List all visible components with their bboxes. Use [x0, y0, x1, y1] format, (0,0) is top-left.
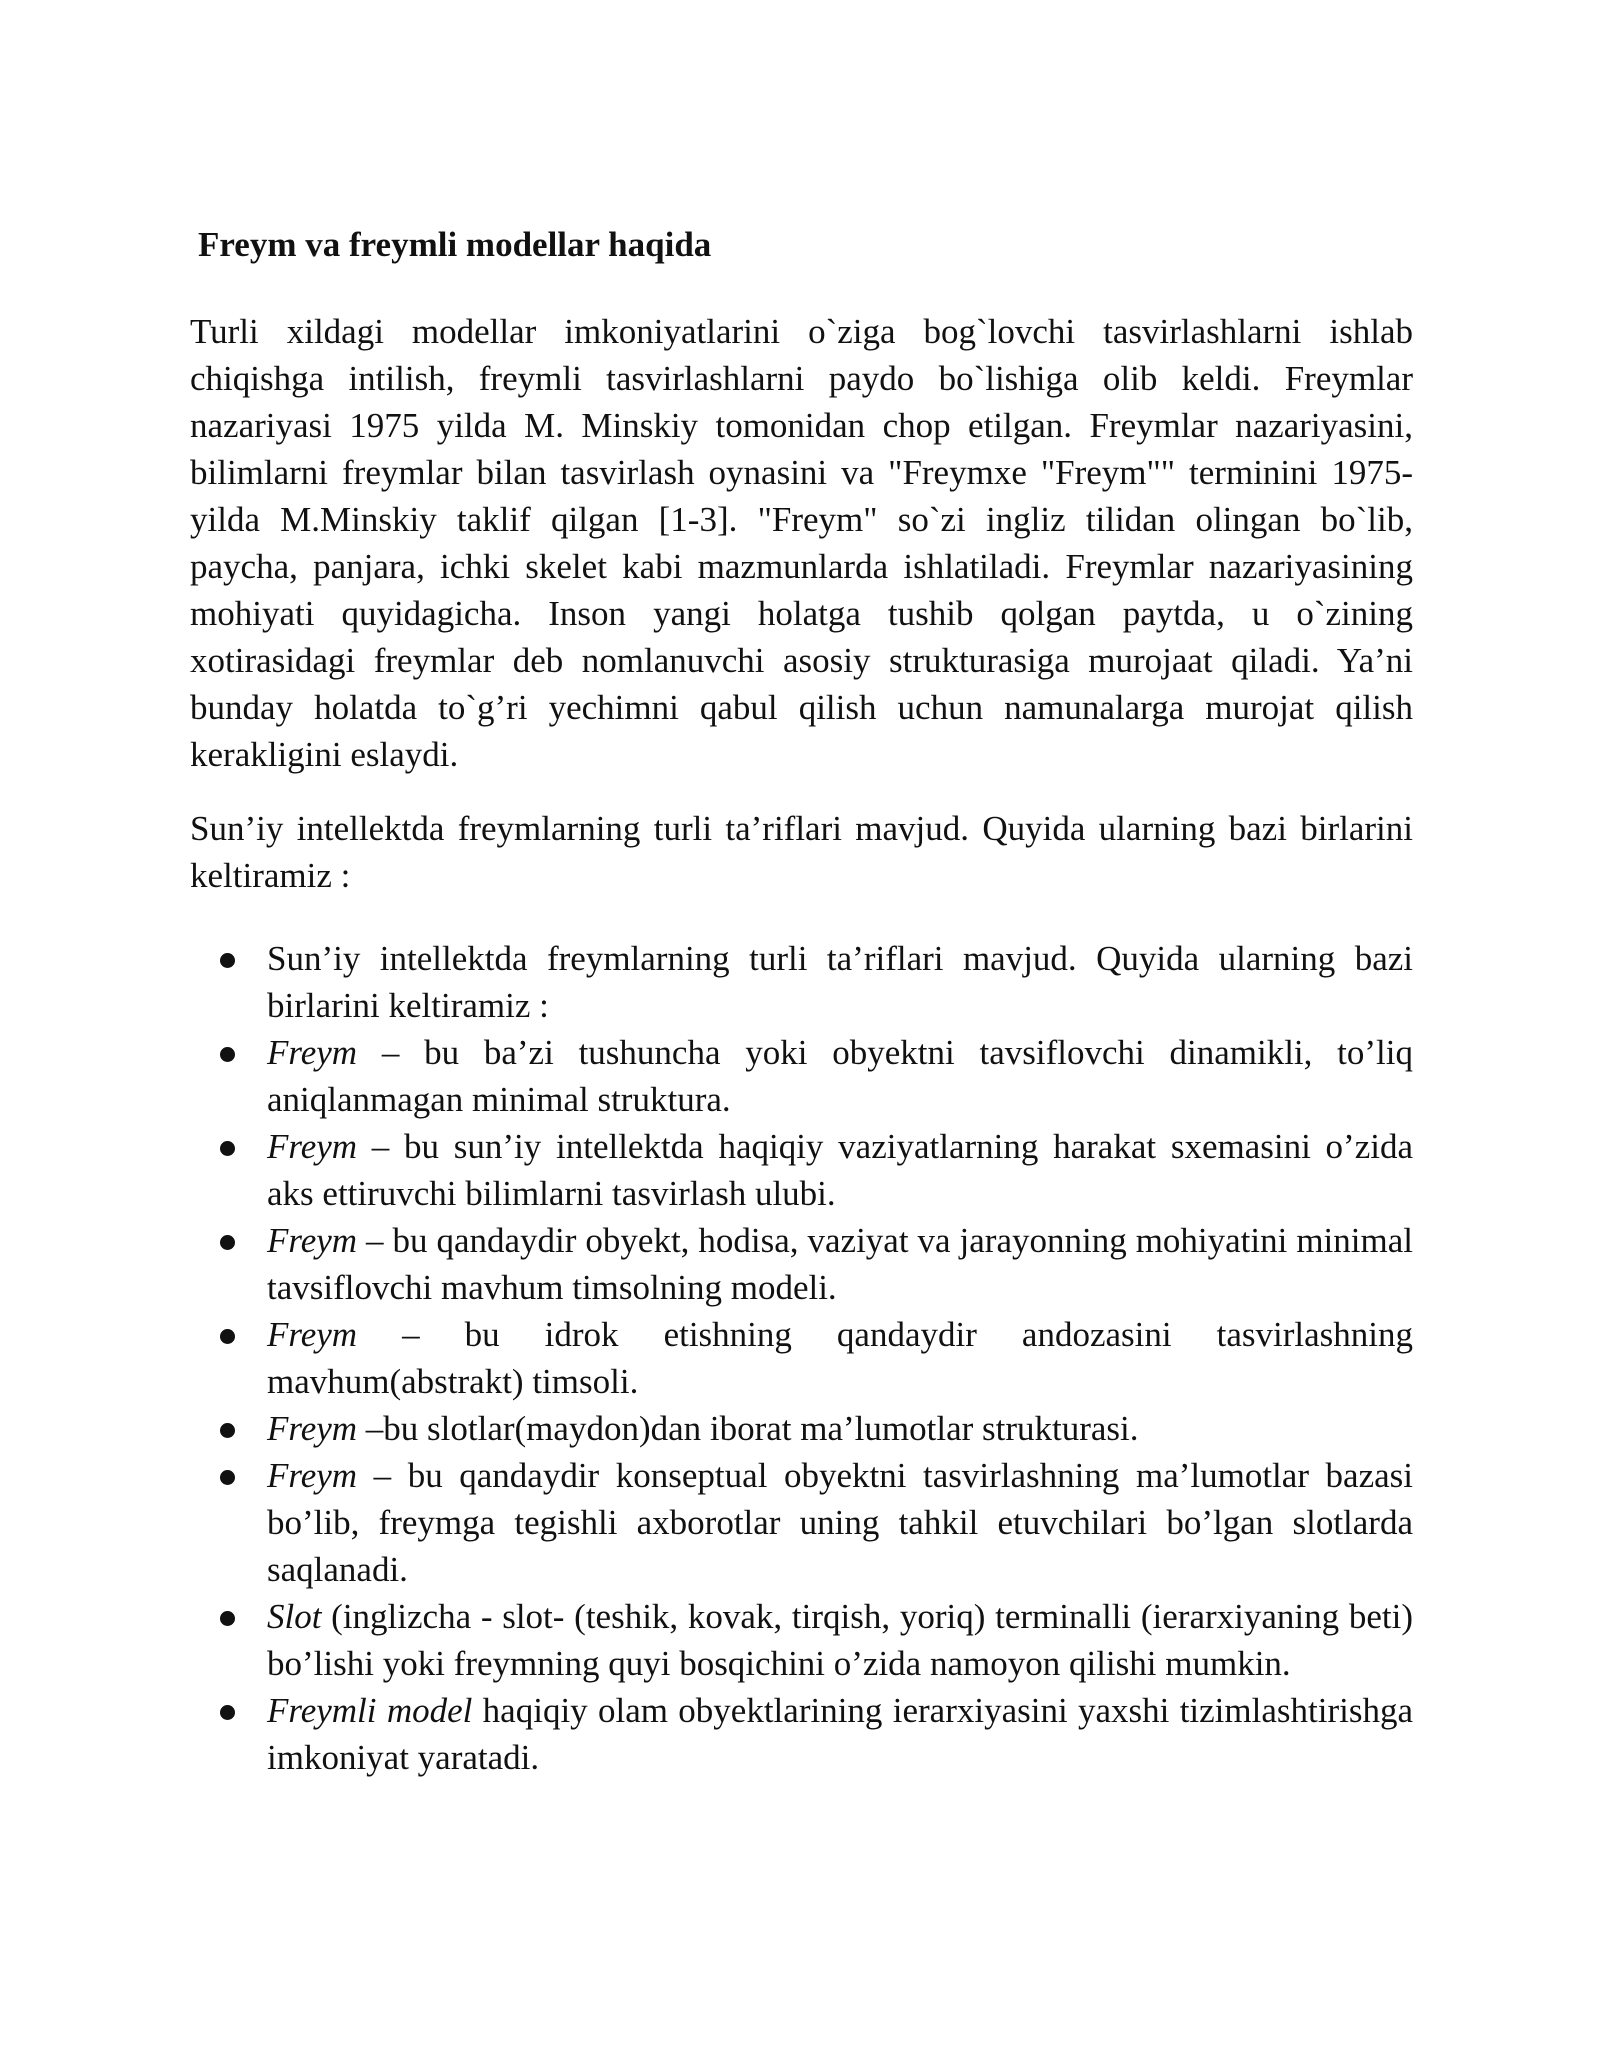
document-title: Freym va freymli modellar haqida	[198, 225, 712, 264]
list-item-text: – bu qandaydir obyekt, hodisa, vaziyat va jarayonning mohiyatini minimal tavsiflovchi mavhum timsolning modeli.	[267, 1221, 1413, 1307]
list-item-text: – bu sun’iy intellektda haqiqiy vaziyatlarning harakat sxemasini o’zida aks ettiruvchi bilimlarni tasvirlash ulubi.	[267, 1127, 1413, 1213]
list-item-term: Freym	[267, 1033, 358, 1072]
paragraph-definitions-lead: Sun’iy intellektda freymlarning turli ta’riflari mavjud. Quyida ularning bazi birlarini keltiramiz :	[190, 809, 1413, 895]
list-item-term: Freym	[267, 1409, 358, 1448]
list-item	[190, 1311, 1413, 1405]
list-item	[190, 1593, 1413, 1687]
list-item	[190, 1123, 1413, 1217]
list-item-text: haqiqiy olam obyektlarining ierarxiyasini yaxshi tizimlashtirishga imkoniyat yaratadi.	[267, 1691, 1413, 1777]
list-item-text: – bu qandaydir konseptual obyektni tasvirlashning ma’lumotlar bazasi bo’lib, freymga tegishli axborotlar uning tahkil etuvchilari bo’lgan slotlarda saqlanadi.	[267, 1456, 1413, 1589]
list-item-text: – bu idrok etishning qandaydir andozasini tasvirlashning mavhum(abstrakt) timsoli.	[267, 1315, 1413, 1401]
list-item-term: Freym	[267, 1127, 358, 1166]
list-item-term: Freym	[267, 1456, 358, 1495]
list-item	[190, 1029, 1413, 1123]
bullet-dot-icon	[220, 1141, 235, 1156]
bullet-dot-icon	[220, 1423, 235, 1438]
bullet-dot-icon	[220, 1470, 235, 1485]
bullet-dot-icon	[220, 1329, 235, 1344]
bullet-dot-icon	[220, 1705, 235, 1720]
list-item-text: – bu ba’zi tushuncha yoki obyektni tavsiflovchi dinamikli, to’liq aniqlanmagan minimal struktura.	[267, 1033, 1413, 1119]
definitions-list	[190, 935, 1413, 1781]
list-item-term: Freymli model	[267, 1691, 473, 1730]
list-item	[190, 935, 1413, 1029]
list-item	[190, 1405, 1413, 1452]
bullet-dot-icon	[220, 1047, 235, 1062]
list-item-text: Sun’iy intellektda freymlarning turli ta’riflari mavjud. Quyida ularning bazi birlarini keltiramiz :	[267, 939, 1413, 1025]
list-item	[190, 1217, 1413, 1311]
bullet-dot-icon	[220, 1611, 235, 1626]
list-item-text: (inglizcha - slot- (teshik, kovak, tirqish, yoriq) terminalli (ierarxiyaning beti) bo’lishi yoki freymning quyi bosqichini o’zida namoyon qilishi mumkin.	[267, 1597, 1413, 1683]
bullet-dot-icon	[220, 953, 235, 968]
list-item-text: –bu slotlar(maydon)dan iborat ma’lumotlar strukturasi.	[357, 1409, 1139, 1448]
paragraph-intro: Turli xildagi modellar imkoniyatlarini o`ziga bog`lovchi tasvirlashlarni ishlab chiqishga intilish, freymli tasvirlashlarni paydo bo`lishiga olib keldi. Freymlar nazariyasi 1975 yilda M. Minskiy tomonidan chop etilgan. Freymlar nazariyasini, bilimlarni freymlar bilan tasvirlash oynasini va "Freymxe "Freym"" terminini 1975-yilda M.Minskiy taklif qilgan [1-3]. "Freym" so`zi ingliz tilidan olingan bo`lib, paycha, panjara, ichki skelet kabi mazmunlarda ishlatiladi. Freymlar nazariyasining mohiyati quyidagicha. Inson yangi holatga tushib qolgan paytda, u o`zining xotirasidagi freymlar deb nomlanuvchi asosiy strukturasiga murojaat qiladi. Ya’ni bunday holatda to`g’ri yechimni qabul qilish uchun namunalarga murojat qilish kerakligini eslaydi.	[190, 312, 1413, 774]
list-item-term: Slot	[267, 1597, 322, 1636]
list-item	[190, 1687, 1413, 1781]
list-item	[190, 1452, 1413, 1593]
document-page	[190, 222, 1413, 1781]
bullet-dot-icon	[220, 1235, 235, 1250]
list-item-term: Freym	[267, 1315, 358, 1354]
list-item-term: Freym	[267, 1221, 358, 1260]
